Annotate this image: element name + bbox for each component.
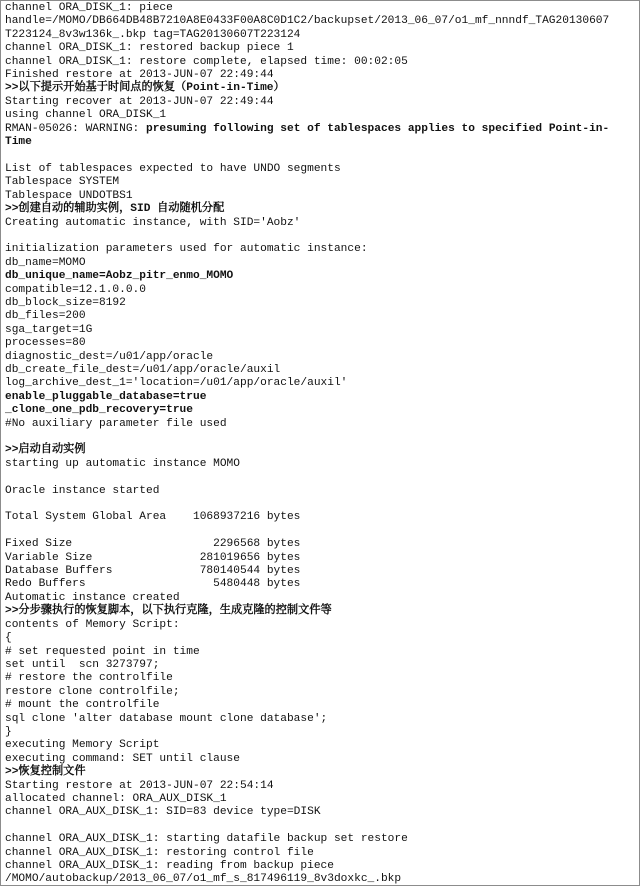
log-text: db_block_size=8192 [5, 296, 126, 309]
log-line [5, 123, 639, 136]
highlighted-text: >>分步骤执行的恢复脚本，以下执行克隆，生成克隆的控制文件等 [5, 605, 332, 618]
log-text: # restore the controlfile [5, 672, 173, 685]
log-text: # mount the controlfile [5, 699, 160, 712]
log-text: Tablespace UNDOTBS1 [5, 189, 133, 202]
log-text: executing Memory Script [5, 739, 160, 752]
annotation-line [5, 203, 639, 216]
log-line [5, 56, 639, 69]
log-text: db_name=MOMO [5, 256, 86, 269]
highlighted-text: presuming following set of tablespaces applies to specified Point-in- [146, 122, 610, 135]
log-line [5, 713, 639, 726]
log-text: Finished restore at 2013-JUN-07 22:49:44 [5, 69, 274, 82]
highlighted-text: enable_pluggable_database=true [5, 390, 207, 403]
highlighted-text: >>以下提示开始基于时间点的恢复（Point-in-Time） [5, 82, 285, 95]
log-text: starting up automatic instance MOMO [5, 457, 240, 470]
log-line [5, 860, 639, 873]
log-line [5, 485, 639, 498]
log-line [5, 404, 639, 417]
log-line [5, 69, 639, 82]
highlighted-text: >>恢复控制文件 [5, 766, 86, 779]
log-text: handle=/MOMO/DB664DB48B7210A8E0433F00A8C0D1C2/backupset/2013_06_07/o1_mf_nnndf_TAG20130607 [5, 15, 610, 28]
log-line [5, 538, 639, 551]
log-text: List of tablespaces expected to have UNDO segments [5, 162, 341, 175]
log-text: db_create_file_dest=/u01/app/oracle/auxil [5, 363, 281, 376]
annotation-line [5, 766, 639, 779]
log-line [5, 686, 639, 699]
log-text: Automatic instance created [5, 591, 180, 604]
log-line [5, 793, 639, 806]
log-line [5, 820, 639, 833]
log-line [5, 525, 639, 538]
log-line [5, 873, 639, 886]
log-line [5, 364, 639, 377]
log-text: channel ORA_DISK_1: piece [5, 2, 173, 14]
log-text: compatible=12.1.0.0.0 [5, 283, 146, 296]
log-line [5, 659, 639, 672]
log-text: { [5, 632, 12, 645]
highlighted-text: db_unique_name=Aobz_pitr_enmo_MOMO [5, 270, 234, 283]
log-text: initialization parameters used for automatic instance: [5, 243, 368, 256]
log-line [5, 149, 639, 162]
log-line [5, 230, 639, 243]
log-text: Oracle instance started [5, 484, 160, 497]
log-line [5, 458, 639, 471]
log-line [5, 136, 639, 149]
log-line [5, 672, 639, 685]
log-text: Fixed Size 2296568 bytes [5, 538, 301, 551]
log-text: #No auxiliary parameter file used [5, 417, 227, 430]
annotation-line [5, 605, 639, 618]
log-line [5, 418, 639, 431]
log-text: RMAN-05026: WARNING: [5, 122, 146, 135]
log-text: using channel ORA_DISK_1 [5, 109, 167, 122]
log-line [5, 310, 639, 323]
log-line [5, 324, 639, 337]
log-line [5, 2, 639, 15]
log-text: Variable Size 281019656 bytes [5, 551, 301, 564]
log-text: T223124_8v3w136k_.bkp tag=TAG20130607T223124 [5, 28, 301, 41]
log-text: sql clone 'alter database mount clone database'; [5, 712, 328, 725]
log-line [5, 471, 639, 484]
log-line [5, 391, 639, 404]
log-line [5, 739, 639, 752]
log-text: # set requested point in time [5, 645, 200, 658]
log-line [5, 699, 639, 712]
log-text: Creating automatic instance, with SID='Aobz' [5, 216, 301, 229]
log-text: processes=80 [5, 337, 86, 350]
log-line [5, 578, 639, 591]
log-line [5, 498, 639, 511]
log-text: channel ORA_AUX_DISK_1: starting datafile backup set restore [5, 833, 408, 846]
log-line [5, 511, 639, 524]
rman-output-lines [1, 1, 639, 886]
log-line [5, 109, 639, 122]
highlighted-text: _clone_one_pdb_recovery=true [5, 404, 193, 417]
log-line [5, 833, 639, 846]
log-line [5, 42, 639, 55]
log-line [5, 190, 639, 203]
log-text: channel ORA_AUX_DISK_1: reading from backup piece [5, 860, 334, 872]
log-text: channel ORA_DISK_1: restore complete, elapsed time: 00:02:05 [5, 55, 408, 68]
log-text: Starting restore at 2013-JUN-07 22:54:14 [5, 779, 274, 792]
log-line [5, 632, 639, 645]
log-text: contents of Memory Script: [5, 618, 180, 631]
log-text: channel ORA_AUX_DISK_1: SID=83 device type=DISK [5, 806, 321, 819]
log-line [5, 284, 639, 297]
highlighted-text: Time [5, 136, 32, 149]
log-line [5, 753, 639, 766]
log-text: sga_target=1G [5, 323, 93, 336]
log-line [5, 243, 639, 256]
log-line [5, 780, 639, 793]
log-text: Database Buffers 780140544 bytes [5, 565, 301, 578]
log-text: Redo Buffers 5480448 bytes [5, 578, 301, 591]
log-line [5, 646, 639, 659]
log-text: restore clone controlfile; [5, 685, 180, 698]
log-line [5, 619, 639, 632]
log-line [5, 29, 639, 42]
log-text: db_files=200 [5, 310, 86, 323]
log-line [5, 96, 639, 109]
log-text: channel ORA_DISK_1: restored backup piece 1 [5, 42, 294, 55]
log-text: allocated channel: ORA_AUX_DISK_1 [5, 792, 227, 805]
log-line [5, 847, 639, 860]
log-line [5, 176, 639, 189]
log-text: diagnostic_dest=/u01/app/oracle [5, 350, 214, 363]
log-line [5, 565, 639, 578]
log-text: Starting recover at 2013-JUN-07 22:49:44 [5, 95, 274, 108]
log-text: channel ORA_AUX_DISK_1: restoring control file [5, 846, 314, 859]
highlighted-text: >>启动自动实例 [5, 444, 86, 457]
log-line [5, 592, 639, 605]
log-line [5, 726, 639, 739]
log-text: executing command: SET until clause [5, 752, 240, 765]
highlighted-text: >>创建自动的辅助实例，SID 自动随机分配 [5, 203, 225, 216]
log-line [5, 806, 639, 819]
log-line [5, 270, 639, 283]
log-line [5, 431, 639, 444]
log-line [5, 217, 639, 230]
log-line [5, 257, 639, 270]
log-line [5, 15, 639, 28]
log-text: Tablespace SYSTEM [5, 176, 120, 189]
log-text: Total System Global Area 1068937216 bytes [5, 511, 301, 524]
log-text: } [5, 725, 12, 738]
log-line [5, 377, 639, 390]
log-text: log_archive_dest_1='location=/u01/app/oracle/auxil' [5, 377, 348, 390]
log-line [5, 337, 639, 350]
annotation-line [5, 444, 639, 457]
log-line [5, 297, 639, 310]
log-line [5, 163, 639, 176]
log-text: set until scn 3273797; [5, 658, 160, 671]
annotation-line [5, 82, 639, 95]
log-text: /MOMO/autobackup/2013_06_07/o1_mf_s_817496119_8v3doxkc_.bkp [5, 873, 402, 886]
log-line [5, 552, 639, 565]
log-line [5, 351, 639, 364]
